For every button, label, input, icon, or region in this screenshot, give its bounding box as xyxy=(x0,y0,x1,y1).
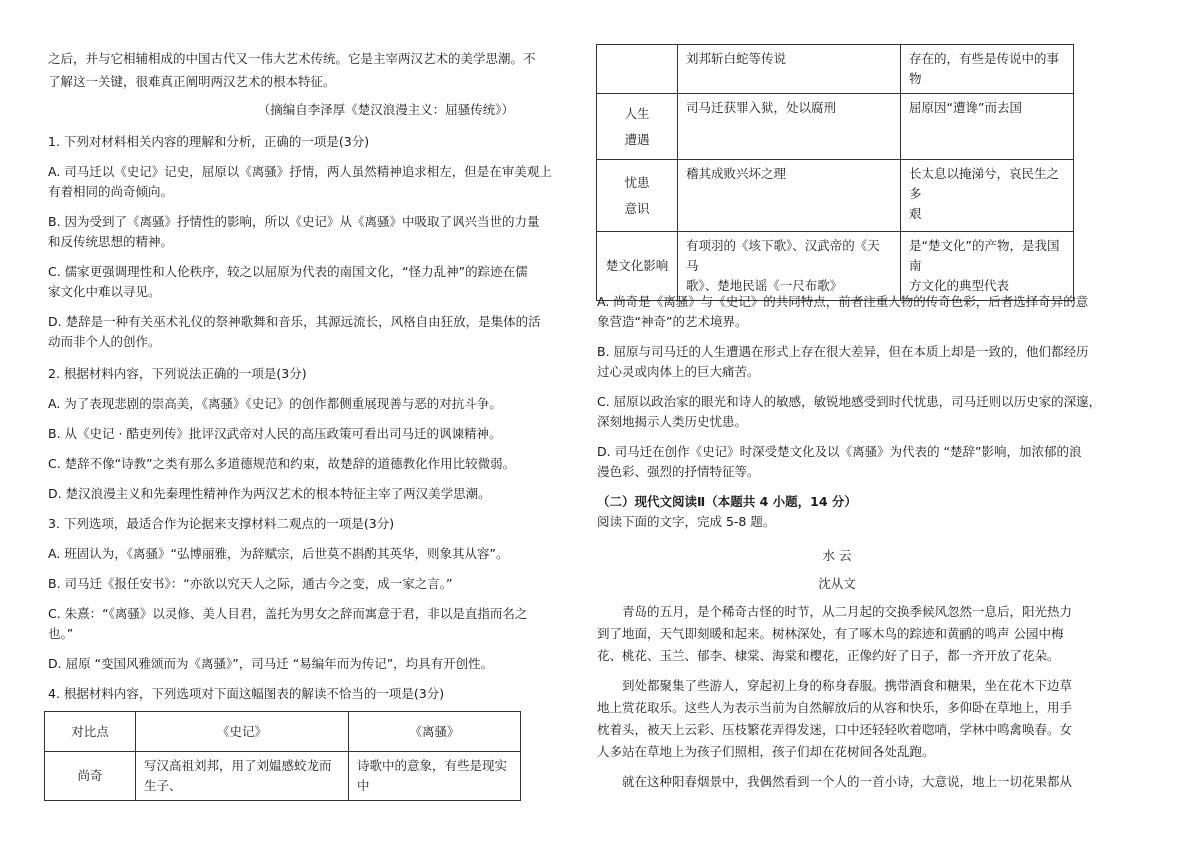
table-cell: 忧患 意识 xyxy=(597,160,678,232)
table-cell: 写汉高祖刘邦，用了刘媪感蛟龙而生子、 xyxy=(136,752,349,801)
intro-line-1: 之后，并与它相辅相成的中国古代又一伟大艺术传统。它是主宰两汉艺术的美学思潮。不 xyxy=(48,51,536,66)
paragraph-2-line: 到处都聚集了些游人，穿起初上身的称身春服。携带酒食和糖果，坐在花木下边草 xyxy=(622,678,1073,693)
q1-option-a-line2: 有着相同的尚奇倾向。 xyxy=(48,184,174,199)
table-cell: 长太息以掩涕兮，哀民生之多 艰 xyxy=(901,160,1074,232)
table-row xyxy=(597,160,1074,232)
q1-option-b-line1: B. 因为受到了《离骚》抒情性的影响，所以《史记》从《离骚》中吸取了讽兴当世的力量 xyxy=(48,214,540,229)
q2-stem: 2. 根据材料内容，下列说法正确的一项是(3分) xyxy=(48,366,307,381)
table-cell xyxy=(597,45,678,94)
q2-option-c: C. 楚辞不像“诗教”之类有那么多道德规范和约束，故楚辞的道德教化作用比较微弱。 xyxy=(48,456,516,471)
table-header-cell: 《离骚》 xyxy=(349,712,521,752)
table-cell: 楚文化影响 xyxy=(597,232,678,301)
paragraph-1-line: 青岛的五月，是个稀奇古怪的时节，从二月起的交换季候风忽然一息后，阳光热力 xyxy=(622,604,1073,619)
table-row xyxy=(597,94,1074,160)
paragraph-1-line: 到了地面，天气即刻暖和起来。树林深处，有了啄木鸟的踪迹和黄鹂的鸣声 公园中梅 xyxy=(597,626,1064,641)
q4-option-c-line1: C. 屈原以政治家的眼光和诗人的敏感，敏锐地感受到时代忧患，司马迁则以历史家的深邃， xyxy=(597,394,1102,409)
q4-option-b-line1: B. 屈原与司马迁的人生遭遇在形式上存在很大差异，但在本质上却是一致的，他们都经历 xyxy=(597,344,1089,359)
q4-option-a-line2: 象营造“神奇”的艺术境界。 xyxy=(597,314,748,329)
table-cell: 司马迁获罪入狱，处以腐刑 xyxy=(678,94,901,160)
q3-option-b: B. 司马迁《报任安书》：“亦欲以究天人之际，通古今之变，成一家之言。” xyxy=(48,576,453,591)
q3-option-c-line2: 也。” xyxy=(48,626,74,641)
q4-option-d-line1: D. 司马迁在创作《史记》时深受楚文化及以《离骚》为代表的 “楚辞”影响，加浓郁的浪 xyxy=(597,444,1082,459)
table-header-row xyxy=(45,712,521,752)
q1-option-d-line1: D. 楚辞是一种有关巫术礼仪的祭神歌舞和音乐，其源远流长，风格自由狂放，是集体的活 xyxy=(48,314,541,329)
table-cell: 有项羽的《垓下歌》、汉武帝的《天马 歌》、楚地民谣《一尺布歌》 xyxy=(678,232,901,301)
table-header-cell: 对比点 xyxy=(45,712,136,752)
table-cell: 是“楚文化”的产物，是我国南 方文化的典型代表 xyxy=(901,232,1074,301)
paragraph-1-line: 花、桃花、玉兰、郁李、棣棠、海棠和樱花，正像约好了日子，都一齐开放了花朵。 xyxy=(597,648,1060,663)
q1-option-a-line1: A. 司马迁以《史记》记史，屈原以《离骚》抒情，两人虽然精神追求相左，但是在审美观上 xyxy=(48,164,552,179)
article-author: 沈从文 xyxy=(818,576,856,591)
comparison-table-continued xyxy=(596,44,1074,301)
q1-stem: 1. 下列对材料相关内容的理解和分析，正确的一项是(3分) xyxy=(48,134,370,149)
q3-option-d: D. 屈原 “变国风雅颂而为《离骚》”，司马迁 “易编年而为传记”，均具有开创性。 xyxy=(48,656,494,671)
q1-option-c-line2: 家文化中难以寻见。 xyxy=(48,284,161,299)
article-title: 水 云 xyxy=(822,548,852,563)
table-cell: 稽其成败兴坏之理 xyxy=(678,160,901,232)
table-row xyxy=(597,45,1074,94)
q2-option-b: B. 从《史记 · 酷吏列传》批评汉武帝对人民的高压政策可看出司马迁的讽谏精神。 xyxy=(48,426,502,441)
q3-stem: 3. 下列选项，最适合作为论据来支撑材料二观点的一项是(3分) xyxy=(48,516,395,531)
q1-option-c-line1: C. 儒家更强调理性和人伦秩序，较之以屈原为代表的南国文化，“怪力乱神”的踪迹在儒 xyxy=(48,264,528,279)
table-cell: 屈原因“遭谗”而去国 xyxy=(901,94,1074,160)
q4-option-c-line2: 深刻地揭示人类历史忧患。 xyxy=(597,414,748,429)
paragraph-3-line: 就在这种阳春烟景中，我偶然看到一个人的一首小诗，大意说，地上一切花果都从 xyxy=(622,774,1073,789)
q1-option-b-line2: 和反传统思想的精神。 xyxy=(48,234,174,249)
paragraph-2-line: 地上赏花取乐。这些人为表示当前为自然解放后的从容和快乐，多仰卧在草地上，用手 xyxy=(597,700,1073,715)
q2-option-a: A. 为了表现悲剧的崇高美，《离骚》《史记》的创作都侧重展现善与恶的对抗斗争。 xyxy=(48,396,502,411)
section-heading: （二）现代文阅读Ⅱ（本题共 4 小题，14 分） xyxy=(597,494,857,509)
paragraph-2-line: 人多站在草地上为孩子们照相，孩子们却在花树间各处乱跑。 xyxy=(597,744,935,759)
table-cell: 人生 遭遇 xyxy=(597,94,678,160)
table-cell: 诗歌中的意象，有些是现实中 xyxy=(349,752,521,801)
reading-instruction: 阅读下面的文字，完成 5-8 题。 xyxy=(597,514,776,529)
table-cell: 尚奇 xyxy=(45,752,136,801)
table-header-cell: 《史记》 xyxy=(136,712,349,752)
table-row xyxy=(597,232,1074,301)
q2-option-d: D. 楚汉浪漫主义和先秦理性精神作为两汉艺术的根本特征主宰了两汉美学思潮。 xyxy=(48,486,491,501)
q4-option-d-line2: 漫色彩、强烈的抒情特征等。 xyxy=(597,464,760,479)
intro-line-2: 了解这一关键，很难真正阐明两汉艺术的根本特征。 xyxy=(48,74,336,89)
paragraph-2-line: 枕着头，被天上云彩、压枝繁花弄得发迷，口中还轻轻吹着唿哨，学林中鸣禽唤春。女 xyxy=(597,722,1073,737)
q4-option-b-line2: 过心灵或肉体上的巨大痛苦。 xyxy=(597,364,760,379)
source-citation: （摘编自李泽厚《楚汉浪漫主义：屈骚传统》） xyxy=(257,102,514,117)
q3-option-c-line1: C. 朱熹：“《离骚》以灵修、美人目君，盖托为男女之辞而寓意于君，非以是直指而名之 xyxy=(48,606,528,621)
q4-option-a-line1: A. 尚奇是《离骚》与《史记》的共同特点，前者注重人物的传奇色彩，后者选择奇异的意 xyxy=(597,294,1089,309)
table-row xyxy=(45,752,521,801)
q3-option-a: A. 班固认为，《离骚》“弘博丽雅，为辞赋宗，后世莫不斟酌其英华，则象其从容”。 xyxy=(48,546,509,561)
q4-stem: 4. 根据材料内容，下列选项对下面这幅图表的解读不恰当的一项是(3分) xyxy=(48,686,445,701)
q1-option-d-line2: 动而非个人的创作。 xyxy=(48,334,161,349)
table-cell: 刘邦斩白蛇等传说 xyxy=(678,45,901,94)
comparison-table-top xyxy=(44,711,521,801)
table-cell: 存在的，有些是传说中的事物 xyxy=(901,45,1074,94)
